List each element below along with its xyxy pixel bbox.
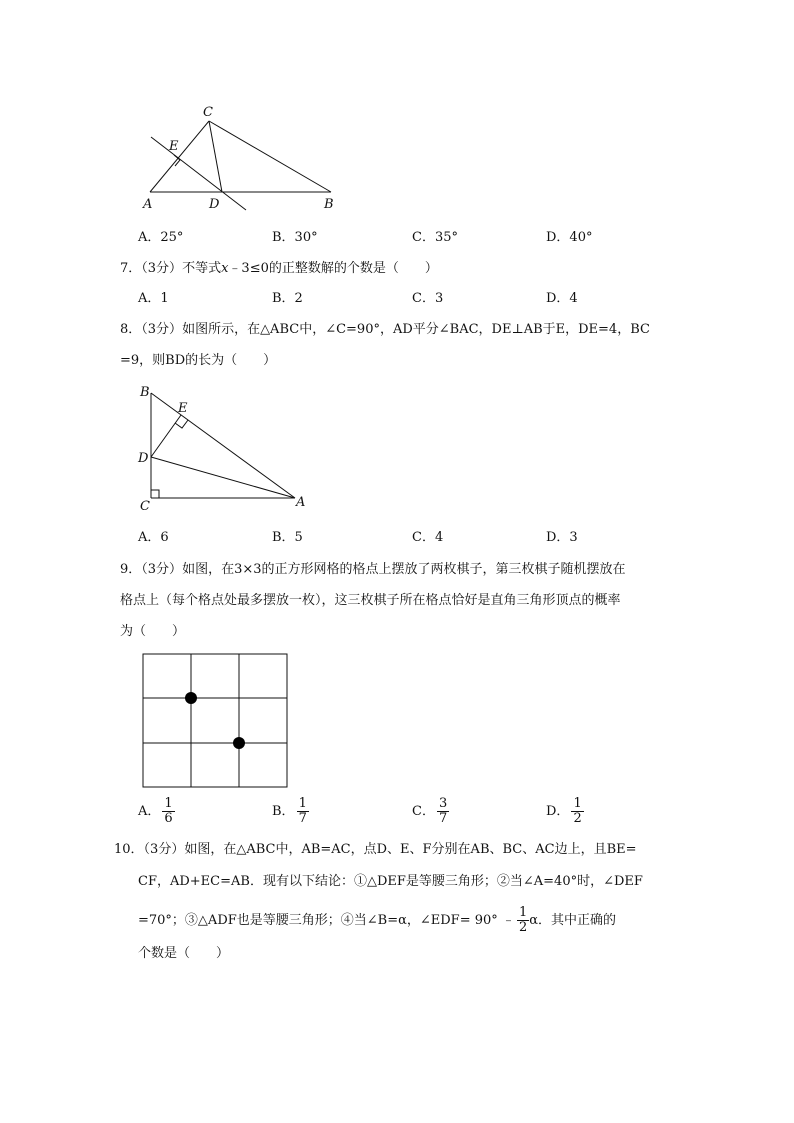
q9-option-c[interactable] xyxy=(412,797,449,826)
q8-stem-line1 xyxy=(120,320,650,340)
q10-stem-line1 xyxy=(114,840,637,860)
q7-option-d[interactable]: D．4 xyxy=(546,291,578,306)
segment-cb xyxy=(209,121,331,192)
fraction-numerator: 1 xyxy=(298,796,307,811)
q9-option-a-letter: A． xyxy=(138,804,161,819)
q9-option-a-fraction xyxy=(162,797,174,826)
q10-stem-line4: 个数是（ ） xyxy=(138,946,230,961)
label-c: C xyxy=(140,499,150,514)
label-e: E xyxy=(178,401,188,416)
q9-option-c-letter: C． xyxy=(412,804,435,819)
label-c: C xyxy=(203,105,213,120)
q9-option-d[interactable] xyxy=(546,797,584,826)
q7-text-post: 的正整数解的个数是（ ） xyxy=(268,261,438,276)
q8-figure xyxy=(130,380,320,515)
q10-text-3d: α．其中正确的 xyxy=(529,913,617,928)
q9-text-1: 如图，在3×3的正方形网格的格点上摆放了两枚棋子，第三枚棋子随机摆放在 xyxy=(182,562,626,577)
q7-text-pre: 不等式 xyxy=(182,261,222,276)
q6-option-b[interactable]: B．30° xyxy=(272,230,318,245)
grid-border xyxy=(143,654,287,787)
q6-option-c[interactable]: C．35° xyxy=(412,230,458,245)
q8-number: 8． xyxy=(120,322,142,337)
q10-stem-line3 xyxy=(138,906,616,935)
q9-option-c-fraction xyxy=(437,797,449,826)
q8-stem-line2: =9，则BD的长为（ ） xyxy=(120,353,277,368)
q6-figure xyxy=(138,100,348,215)
segment-cd xyxy=(209,121,222,192)
q9-grid-figure xyxy=(142,653,289,789)
q6-option-d[interactable]: D．40° xyxy=(546,230,593,245)
fraction-denominator: 2 xyxy=(518,920,528,935)
fraction-denominator: 7 xyxy=(298,811,307,826)
label-a: A xyxy=(296,495,306,510)
fraction-denominator: 2 xyxy=(573,811,582,826)
q7-option-a[interactable]: A．1 xyxy=(138,291,169,306)
chess-piece-2 xyxy=(233,737,245,749)
q9-score: （3分） xyxy=(141,562,183,577)
q8-option-d[interactable]: D．3 xyxy=(546,530,578,545)
label-d: D xyxy=(138,451,149,466)
q7-variable: x xyxy=(221,261,229,276)
segment-da xyxy=(151,457,295,498)
label-e: E xyxy=(169,139,179,154)
q10-score: （3分） xyxy=(143,842,185,857)
q8-option-a[interactable]: A．6 xyxy=(138,530,169,545)
q7-stem xyxy=(120,259,438,279)
fraction-denominator: 7 xyxy=(438,811,448,826)
label-a: A xyxy=(143,197,153,212)
chess-piece-1 xyxy=(185,692,197,704)
q10-text-1: 如图，在△ABC中，AB=AC，点D、E、F分别在AB、BC、AC边上，且BE= xyxy=(184,842,637,857)
q9-option-d-fraction xyxy=(571,797,583,826)
fraction-numerator: 3 xyxy=(438,796,448,811)
q9-number: 9． xyxy=(120,562,142,577)
fraction-numerator: 1 xyxy=(518,905,528,920)
q8-option-b[interactable]: B．5 xyxy=(272,530,303,545)
label-d: D xyxy=(209,197,220,212)
q10-text-3a: =70°；③△ADF也是等腰三角形；④当∠B=α，∠EDF= xyxy=(138,913,471,928)
q7-option-c[interactable]: C．3 xyxy=(412,291,444,306)
segment-ac xyxy=(150,121,209,192)
label-b: B xyxy=(324,197,334,212)
q7-expression: ﹣3≤0 xyxy=(228,261,269,276)
q9-option-a[interactable] xyxy=(138,797,175,826)
q8-text-1: 如图所示，在△ABC中，∠C=90°，AD平分∠BAC，DE⊥AB于E，DE=4，BC xyxy=(182,322,650,337)
q9-option-b[interactable] xyxy=(272,797,309,826)
q7-score: （3分） xyxy=(141,261,183,276)
q7-number: 7． xyxy=(120,261,142,276)
q6-option-a[interactable]: A．25° xyxy=(138,230,184,245)
q7-option-b[interactable]: B．2 xyxy=(272,291,303,306)
q8-score: （3分） xyxy=(141,322,183,337)
q10-text-3b: 90° xyxy=(474,913,498,928)
segment-de xyxy=(151,415,181,457)
segment-ba xyxy=(151,393,295,498)
q9-option-b-letter: B． xyxy=(272,804,295,819)
q10-number: 10． xyxy=(114,842,144,857)
label-b: B xyxy=(140,385,150,400)
q9-option-d-letter: D． xyxy=(546,804,570,819)
q10-minus-sign: ﹣ xyxy=(501,913,515,928)
q9-stem-line2: 格点上（每个格点处最多摆放一枚），这三枚棋子所在格点恰好是直角三角形顶点的概率 xyxy=(120,593,621,608)
q9-option-b-fraction xyxy=(297,797,309,826)
fraction-numerator: 1 xyxy=(164,796,173,811)
fraction-denominator: 6 xyxy=(164,811,173,826)
right-angle-mark-c xyxy=(151,490,159,498)
q9-stem-line1 xyxy=(120,560,626,580)
q9-stem-line3: 为（ ） xyxy=(120,624,186,639)
q10-half-fraction xyxy=(517,906,529,935)
q8-option-c[interactable]: C．4 xyxy=(412,530,444,545)
q10-stem-line2: CF，AD+EC=AB．现有以下结论：①△DEF是等腰三角形；②当∠A=40°时，∠DEF xyxy=(138,874,643,889)
fraction-numerator: 1 xyxy=(573,796,582,811)
